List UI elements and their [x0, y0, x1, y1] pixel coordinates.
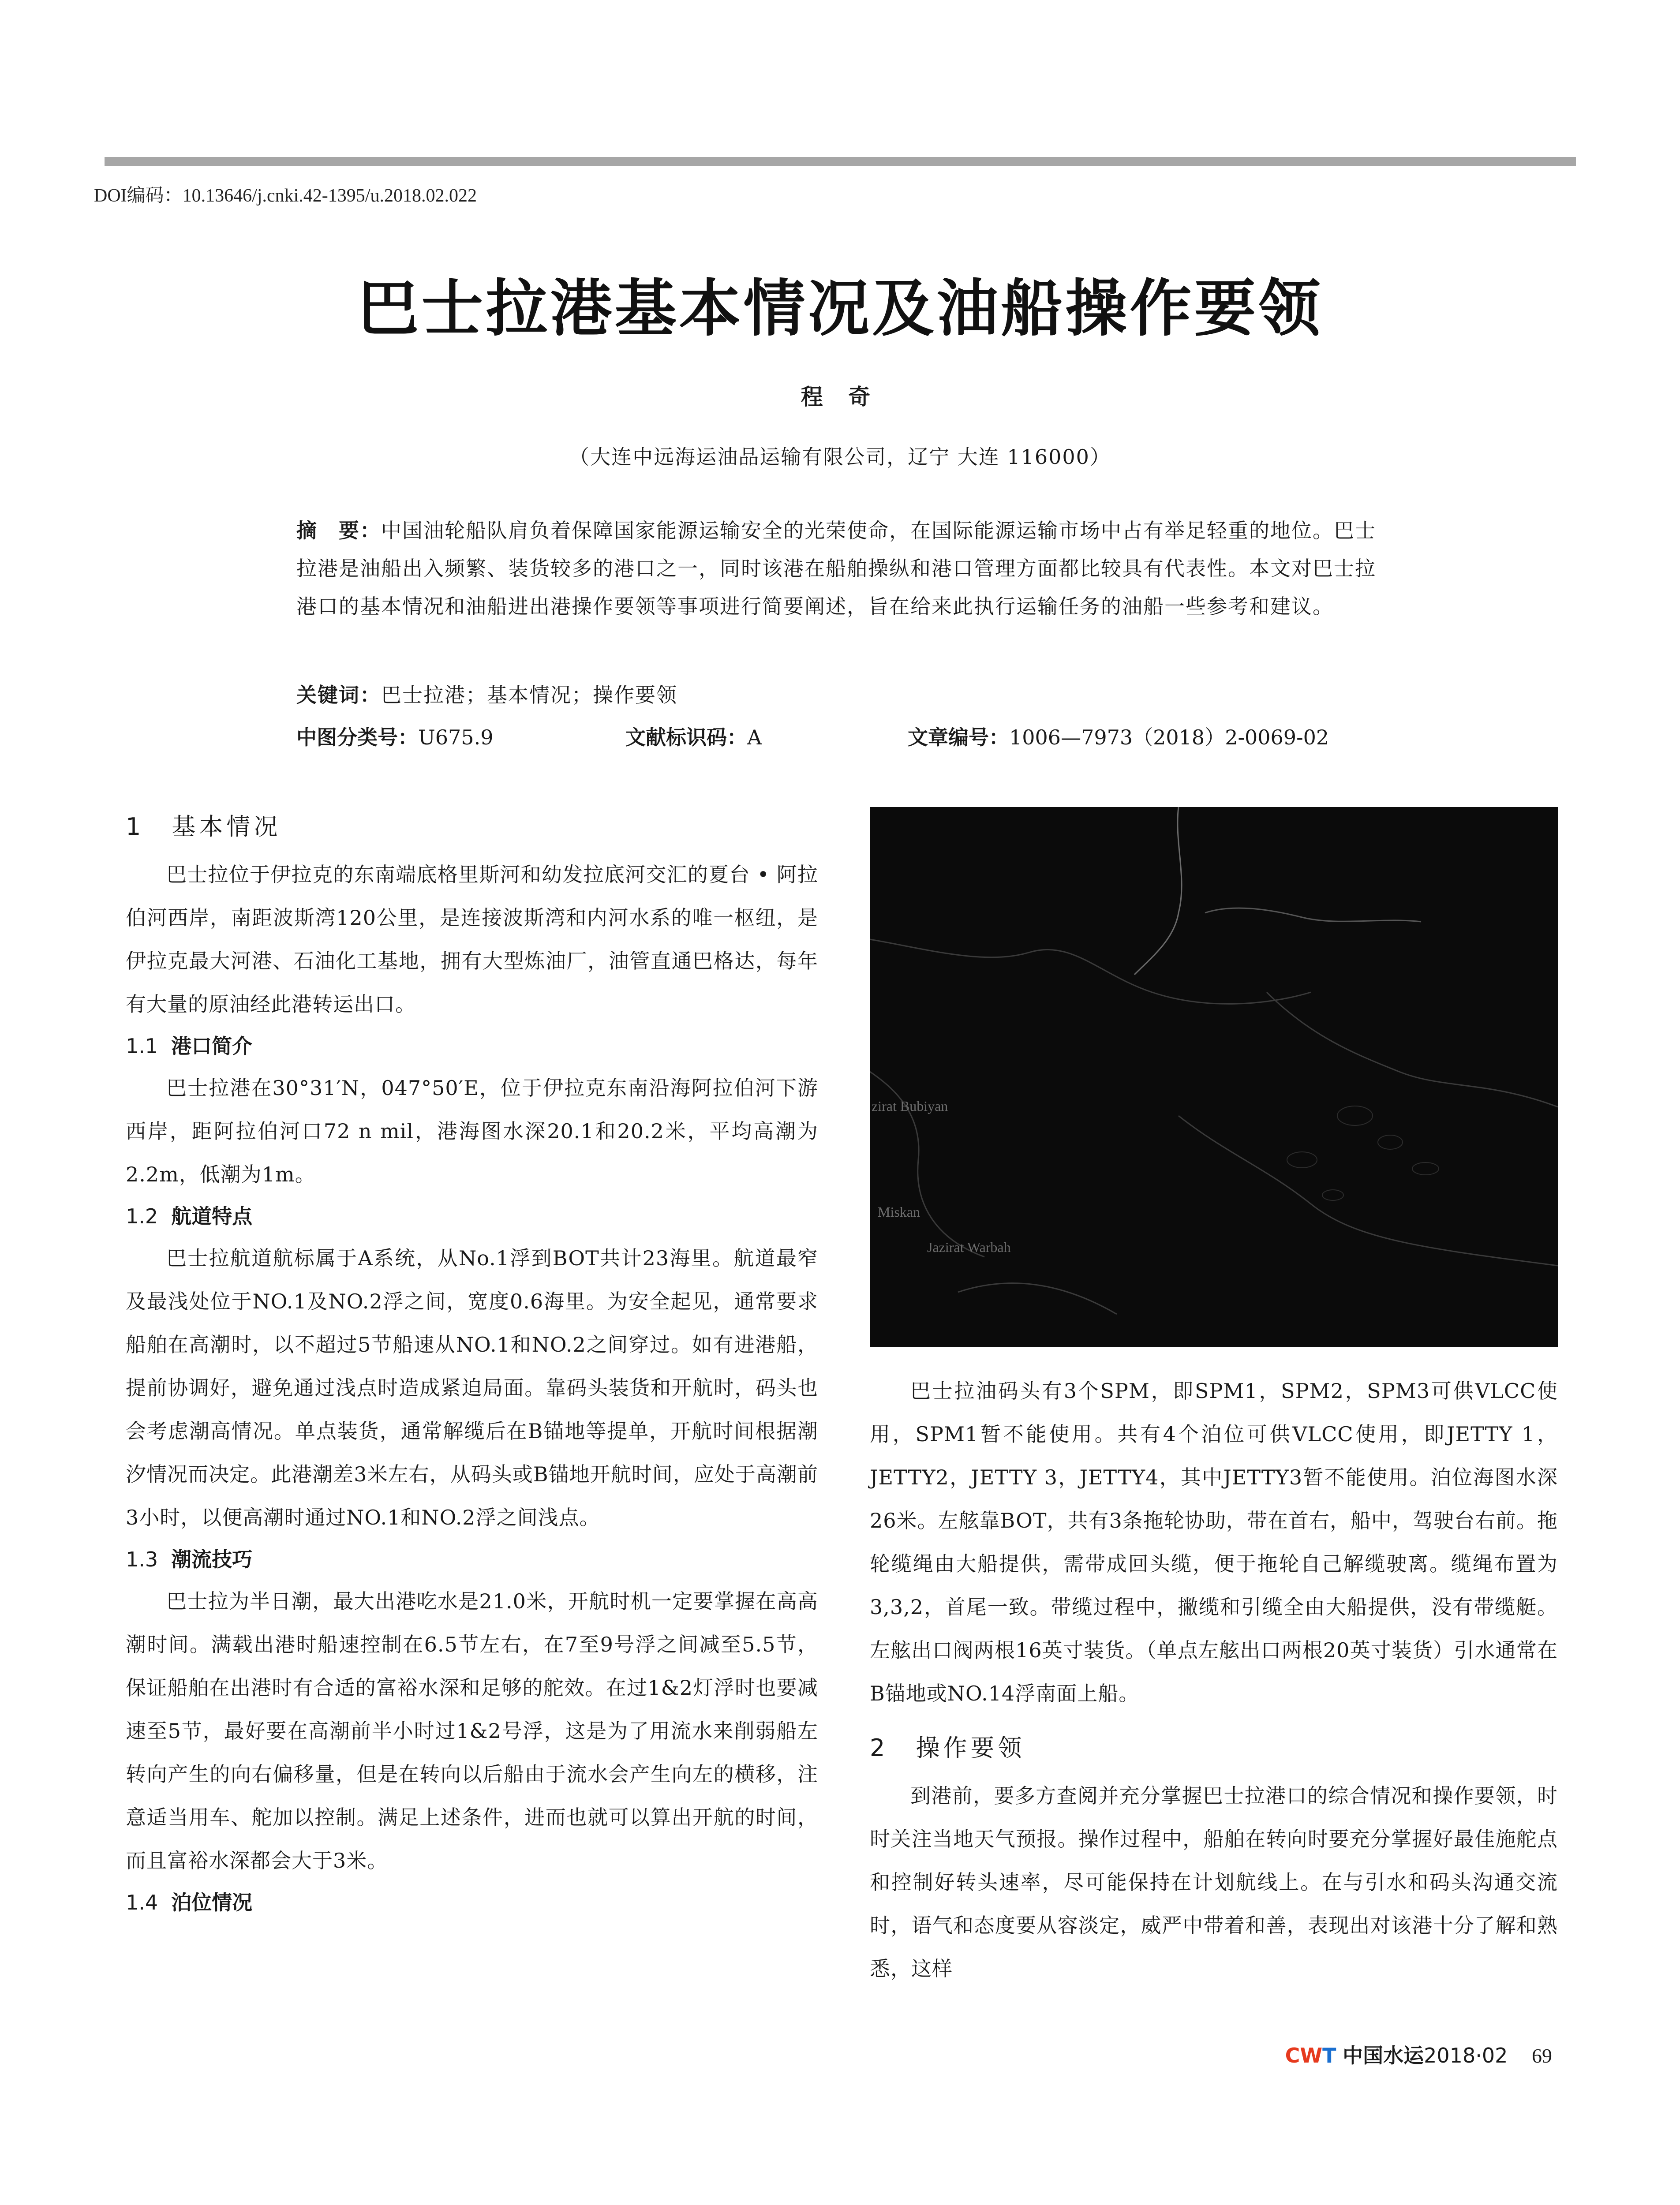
section-1-4-number: 1.4: [126, 1891, 158, 1914]
section-1-heading: 1 基本情况: [126, 813, 281, 841]
keywords-text: 巴士拉港；基本情况；操作要领: [381, 683, 677, 707]
map-depth-contour-3: [958, 1283, 1117, 1314]
section-1-3-title: 潮流技巧: [171, 1547, 253, 1571]
map-label-miskan: Miskan: [878, 1204, 920, 1220]
section-1-1-number: 1.1: [126, 1034, 158, 1058]
section-1-1-title: 港口简介: [171, 1034, 253, 1058]
section-1-4-paragraph: 巴士拉油码头有3个SPM，即SPM1，SPM2，SPM3可供VLCC使用，SPM1暂不能使用。共有4个泊位可供VLCC使用，即JETTY 1，JETTY2，JETTY 3，JETTY4，其中JETTY3暂不能使用。泊位海图水深26米。左舷靠BOT，共有3条拖轮协助，带在首右，船中，驾驶台右前。拖轮缆绳由大船提供，需带成回头缆，便于拖轮自己解缆驶离。缆绳布置为3,3,2，首尾一致。带缆过程中，撇缆和引缆全由大船提供，没有带缆艇。左舷出口阀两根16英寸装货。（单点左舷出口两根20英寸装货）引水通常在B锚地或NO.14浮南面上船。: [870, 1379, 1558, 1705]
journal-name: 中国水运: [1343, 2044, 1424, 2067]
section-1-1-paragraph: 巴士拉港在30°31′N，047°50′E，位于伊拉克东南沿海阿拉伯河下游西岸，距阿拉伯河口72 n mil，港海图水深20.1和20.2米，平均高潮为2.2m，低潮为1m。: [126, 1076, 818, 1186]
section-2-paragraph: 到港前，要多方查阅并充分掌握巴士拉港口的综合情况和操作要领，时时关注当地天气预报。操作过程中，船舶在转向时要充分掌握好最佳施舵点和控制好转头速率，尽可能保持在计划航线上。在与引水和码头沟通交流时，语气和态度要从容淡定，威严中带着和善，表现出对该港十分了解和熟悉，这样: [870, 1784, 1558, 1981]
clc-label: 中图分类号：: [296, 725, 418, 749]
journal-issue: 2018·02: [1424, 2044, 1508, 2067]
map-shoal-1: [1337, 1106, 1373, 1125]
map-label-warbah: Jazirat Warbah: [927, 1239, 1011, 1255]
article-number-value: 1006—7973（2018）2-0069-02: [1009, 725, 1329, 749]
abstract-label: 摘 要：: [296, 519, 381, 542]
map-shoal-5: [1322, 1190, 1343, 1200]
abstract: [296, 512, 1390, 625]
section-1-4-heading: [126, 1885, 818, 1920]
keywords: [296, 679, 677, 708]
section-1-3-paragraph: 巴士拉为半日潮，最大出港吃水是21.0米，开航时机一定要掌握在高高潮时间。满载出港时船速控制在6.5节左右，在7至9号浮之间减至5.5节，保证船舶在出港时有合适的富裕水深和足够的舵效。在过1&2灯浮时也要减速至5节，最好要在高潮前半小时过1&2号浮，这是为了用流水来削弱船左转向产生的向右偏移量，但是在转向以后船由于流水会产生向左的横移，注意适当用车、舵加以控制。满足上述条件，进而也就可以算出开航的时间，而且富裕水深都会大于3米。: [126, 1589, 818, 1872]
keywords-label: 关键词：: [296, 683, 381, 707]
map-coastline: [870, 939, 1311, 1004]
map-shoal-2: [1378, 1135, 1403, 1149]
map-label-bubiyan: zirat Bubiyan: [872, 1098, 948, 1114]
section-1-1-heading: [126, 1028, 818, 1064]
abstract-text: 中国油轮船队肩负着保障国家能源运输安全的光荣使命，在国际能源运输市场中占有举足轻重的地位。巴士拉港是油船出入频繁、装货较多的港口之一，同时该港在船舶操纵和港口管理方面都比较具有代表性。本文对巴士拉港口的基本情况和油船进出港操作要领等事项进行简要阐述，旨在给来此执行运输任务的油船一些参考和建议。: [296, 519, 1376, 618]
doc-code-value: A: [747, 725, 762, 749]
section-1-3-heading: [126, 1542, 818, 1577]
map-shoal-4: [1412, 1162, 1439, 1175]
document-code: [625, 721, 762, 751]
article-number-label: 文章编号：: [908, 725, 1009, 749]
map-shoreline-upper: [1205, 908, 1421, 922]
section-1-2-paragraph: 巴士拉航道航标属于A系统，从No.1浮到BOT共计23海里。航道最窄及最浅处位于NO.1及NO.2浮之间，宽度0.6海里。为安全起见，通常要求船舶在高潮时，以不超过5节船速从NO.1和NO.2之间穿过。如有进港船，提前协调好，避免通过浅点时造成紧迫局面。靠码头装货和开航时，码头也会考虑潮高情况。单点装货，通常解缆后在B锚地等提单，开航时间根据潮汐情况而决定。此港潮差3米左右，从码头或B锚地开航时间，应处于高潮前3小时，以便高潮时通过NO.1和NO.2浮之间浅点。: [126, 1246, 818, 1529]
article-title: 巴士拉港基本情况及油船操作要领: [357, 273, 1323, 345]
doi-line: DOI编码：10.13646/j.cnki.42-1395/u.2018.02.022: [94, 186, 477, 206]
port-map-image: [870, 807, 1558, 1347]
section-1-3-number: 1.3: [126, 1547, 158, 1571]
map-depth-contour-1: [1267, 992, 1558, 1107]
cwt-logo-t: T: [1322, 2044, 1336, 2067]
cwt-logo: [1285, 2044, 1336, 2067]
map-river: [1134, 807, 1182, 975]
map-coastline-drawing: [870, 807, 1558, 1347]
section-2-heading: 2 操作要领: [870, 1734, 1025, 1762]
left-column: [126, 807, 818, 1923]
section-1-2-number: 1.2: [126, 1204, 158, 1228]
author-name: 程 奇: [801, 384, 879, 410]
cwt-logo-cw: CW: [1285, 2044, 1323, 2067]
clc-value: U675.9: [418, 725, 494, 749]
header-rule: [105, 157, 1576, 166]
doc-code-label: 文献标识码：: [625, 725, 747, 749]
page-footer: [1285, 2040, 1552, 2069]
section-1-4-title: 泊位情况: [171, 1891, 253, 1914]
article-number: [908, 721, 1329, 751]
clc-number: [296, 721, 493, 751]
author-affiliation: （大连中远海运油品运输有限公司，辽宁 大连 116000）: [569, 445, 1111, 469]
section-1-2-heading: [126, 1199, 818, 1234]
right-column: [870, 1369, 1558, 1990]
page-number: 69: [1532, 2044, 1552, 2067]
section-1-paragraph: 巴士拉位于伊拉克的东南端底格里斯河和幼发拉底河交汇的夏台 • 阿拉伯河西岸，南距波斯湾120公里，是连接波斯湾和内河水系的唯一枢纽，是伊拉克最大河港、石油化工基地，拥有大型炼油厂，油管直通巴格达，每年有大量的原油经此港转运出口。: [126, 863, 818, 1016]
map-shoal-3: [1287, 1152, 1317, 1168]
section-1-2-title: 航道特点: [171, 1204, 253, 1228]
map-depth-contour-2: [1179, 1116, 1558, 1266]
